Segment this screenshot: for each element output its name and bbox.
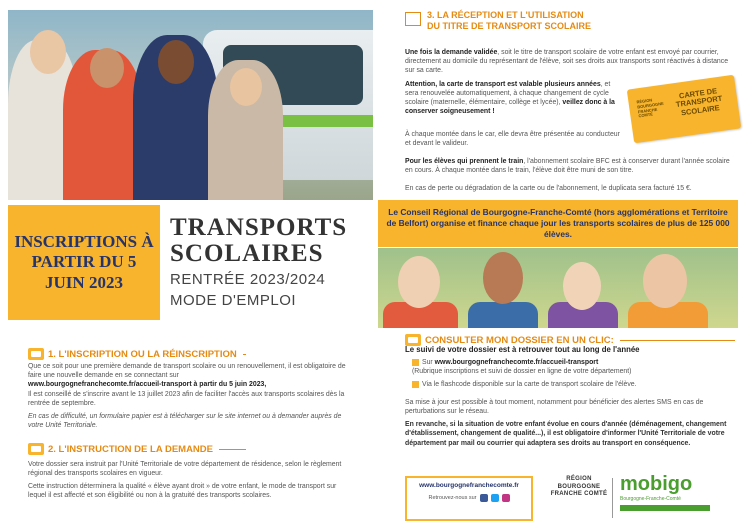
section2-title: 2. L'INSTRUCTION DE LA DEMANDE xyxy=(48,443,213,455)
section3-title-line2: DU TITRE DE TRANSPORT SCOLAIRE xyxy=(427,20,592,31)
child-face xyxy=(483,252,523,304)
section2-header xyxy=(28,443,246,455)
emphasis: Pour les élèves qui prennent le train xyxy=(405,158,524,165)
section1-title: 1. L'INSCRIPTION OU LA RÉINSCRIPTION xyxy=(48,348,237,360)
child-face xyxy=(563,262,601,310)
facebook-icon[interactable] xyxy=(480,494,488,502)
mobigo-logo xyxy=(620,474,735,511)
emphasis: Attention, la carte de transport est valable plusieurs années xyxy=(405,81,601,88)
website-box xyxy=(405,476,533,521)
section4-bullet2 xyxy=(412,380,732,389)
bullet-note: (Rubrique inscriptions et suivi de dossier en ligne de votre département) xyxy=(412,368,632,376)
folder-icon xyxy=(28,443,44,455)
council-banner-text: Le Conseil Régional de Bourgogne-Franche-Comté (hors agglomérations et Territoire de Belfort) organise et finance chaque jour les transports scolaires de plus de 125 000 élèves. xyxy=(386,207,730,239)
section3-text: , et sera renouvelée automatiquement, à chaque changement de cycle scolaire (maternelle, élémentaire, collège et lycée), xyxy=(405,81,611,107)
card-region-logo: RÉGION BOURGOGNE FRANCHE COMTÉ xyxy=(636,97,664,119)
bullet-icon xyxy=(412,359,419,366)
title-line1: TRANSPORTS xyxy=(170,214,348,241)
student-head xyxy=(158,40,194,84)
card-title: CARTE DE TRANSPORT SCOLAIRE xyxy=(675,86,723,117)
section3-paragraph5: En cas de perte ou dégradation de la carte ou de l'abonnement, le duplicata sera facturé 15 €. xyxy=(405,185,692,192)
mobigo-subtitle: Bourgogne-Franche-Comté xyxy=(620,496,681,502)
section4-bullet1 xyxy=(412,358,732,376)
section4-subtitle: Le suivi de votre dossier est à retrouver tout au long de l'année xyxy=(405,345,640,354)
tracking-url[interactable]: www.bourgognefranchecomte.fr/accueil-transport xyxy=(434,359,599,366)
section4-paragraph2: En revanche, si la situation de votre enfant évolue en cours d'année (déménagement, changement d'établissement, changement de qualité...), il est obligatoire d'informer l'Unité Territoriale de votre département par mail ou courrier qui adaptera ses droits au transport en conséquence. xyxy=(405,421,727,447)
section1-header xyxy=(28,348,246,360)
instagram-icon[interactable] xyxy=(502,494,510,502)
council-banner xyxy=(378,200,738,247)
transport-card-image xyxy=(627,75,741,144)
section3-paragraph4 xyxy=(405,157,735,175)
student-head xyxy=(230,68,262,106)
section3-text: , soit le titre de transport scolaire de votre enfant est envoyé par courrier, directement au domicile du représentant de l'élève, soit ses droits aux transports sont réactivés à distance sur sa carte. xyxy=(405,49,729,75)
mobigo-bar xyxy=(620,505,710,511)
section1-note: En cas de difficulté, un formulaire papier est à télécharger sur le site internet ou à demander auprès de votre Unité Territoriale. xyxy=(28,413,342,430)
bullet-prefix: Sur xyxy=(422,359,433,366)
section3-paragraph2 xyxy=(405,80,625,116)
bullet-icon xyxy=(412,381,419,388)
section1-paragraph2: Il est conseillé de s'inscrire avant le 13 juillet 2023 afin de faciliter l'accès aux transports scolaires dès la rentrée de septembre. xyxy=(28,391,345,408)
laptop-icon xyxy=(28,348,44,360)
child-face xyxy=(398,256,440,308)
title-block xyxy=(170,215,370,311)
child-face xyxy=(643,254,687,308)
follow-label: Retrouvez-nous sur xyxy=(428,495,477,501)
section2-paragraph1: Votre dossier sera instruit par l'Unité Territoriale de votre département de résidence, selon le règlement régional des transports scolaires en vigueur. xyxy=(28,461,342,478)
section4-title: CONSULTER MON DOSSIER EN UN CLIC: xyxy=(425,334,614,346)
student-head xyxy=(30,30,66,74)
title-line2: SCOLAIRES xyxy=(170,240,324,268)
children-photo xyxy=(378,248,738,328)
section1-paragraph1 xyxy=(28,362,348,389)
emphasis: Une fois la demande validée xyxy=(405,49,498,56)
section3-title-line1: 3. LA RÉCEPTION ET L'UTILISATION xyxy=(427,10,584,20)
section4-paragraph1: Sa mise à jour est possible à tout moment, notamment pour bénéficier des alertes SMS en cas de perturbations sur le réseau. xyxy=(405,399,704,416)
subtitle-line1: RENTRÉE 2023/2024 xyxy=(170,270,326,288)
bullet-text: Via le flashcode disponible sur la carte de transport scolaire de l'élève. xyxy=(422,381,637,388)
emphasis: veillez donc à la conserver soigneusement ! xyxy=(405,99,615,116)
registration-date-text: INSCRIPTIONS À PARTIR DU 5 JUIN 2023 xyxy=(14,232,154,292)
website-url[interactable]: www.bourgognefranchecomte.fr xyxy=(419,482,519,489)
envelope-icon xyxy=(405,12,421,26)
divider xyxy=(243,354,246,355)
divider xyxy=(612,478,613,518)
students-photo xyxy=(8,10,373,200)
social-row xyxy=(407,494,531,502)
section3-paragraph1 xyxy=(405,48,735,75)
subtitle-line2: MODE D'EMPLOI xyxy=(170,292,297,310)
divider xyxy=(219,449,246,450)
mobigo-wordmark: mobigo xyxy=(620,473,693,495)
region-logo: RÉGION BOURGOGNE FRANCHE COMTÉ xyxy=(550,476,608,497)
child-figure xyxy=(468,302,538,328)
section3-paragraph3: À chaque montée dans le car, elle devra être présentée au conducteur et devant le valideur. xyxy=(405,131,620,148)
registration-url[interactable]: www.bourgognefranchecomte.fr/accueil-transport à partir du 5 juin 2023, xyxy=(28,381,267,389)
student-head xyxy=(90,48,124,88)
section3-header xyxy=(405,10,740,32)
section1-paragraph3 xyxy=(28,412,348,430)
section1-text: Que ce soit pour une première demande de transport scolaire ou un renouvellement, il est obligatoire de faire une nouvelle demande en se connectant sur xyxy=(28,363,346,380)
section2-paragraph2: Cette instruction déterminera la qualité « élève ayant droit » de votre enfant, le mode de transport sur lequel il est affecté et son éligibilité ou non à la gratuité des transports scolaires. xyxy=(28,483,337,500)
twitter-icon[interactable] xyxy=(491,494,499,502)
section3-text: , l'abonnement scolaire BFC est à conserver durant l'année scolaire en cours. À chaque montée dans le train, l'élève doit être muni de son titre. xyxy=(405,158,730,175)
divider xyxy=(620,340,735,341)
registration-date-banner xyxy=(8,205,160,320)
